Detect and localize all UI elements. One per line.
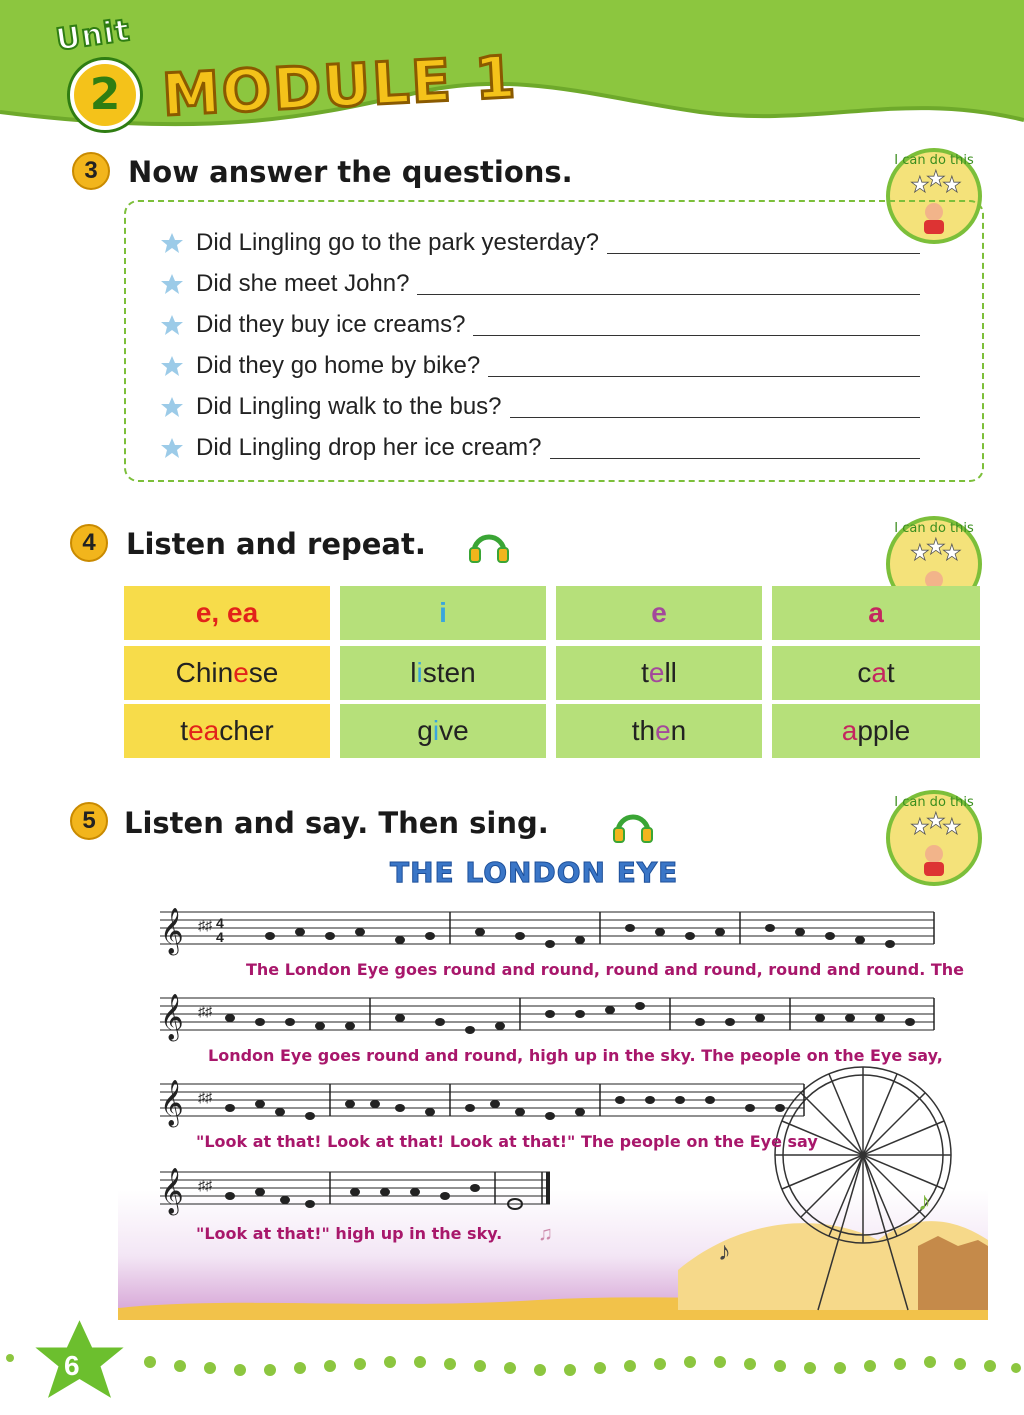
badge-text: I can do this [894,153,974,168]
headphones-icon[interactable] [612,808,654,844]
star-bullet-icon [160,355,184,377]
music-staff-1 [150,900,940,960]
answer-line[interactable] [488,376,920,377]
question-row-3 [160,304,920,340]
svg-text:♪: ♪ [718,1236,731,1266]
phonics-word: teacher [124,704,330,758]
svg-text:♯♯: ♯♯ [198,1177,212,1193]
unit-label: Unit [53,12,133,59]
svg-text:★: ★ [926,166,946,191]
phonics-table [124,586,980,760]
answer-line[interactable] [417,294,920,295]
svg-text:★: ★ [942,540,962,565]
question-text: Did she meet John? [196,270,410,297]
star-bullet-icon [160,232,184,254]
lyric-line-2: London Eye goes round and round, high up in the sky. The people on the Eye say, [208,1046,943,1065]
unit-number: 2 [70,60,140,130]
lyric-line-3: "Look at that! Look at that! Look at that!" The people on the Eye say [196,1132,818,1151]
phonics-word: listen [340,646,546,700]
question-text: Did Lingling walk to the bus? [196,393,502,420]
song-title: THE LONDON EYE [390,856,679,889]
star-bullet-icon [160,273,184,295]
svg-text:♯♯: ♯♯ [198,1003,212,1019]
answer-line[interactable] [607,253,920,254]
phonics-word: Chinese [124,646,330,700]
question-text: Did they go home by bike? [196,352,481,379]
page-number: 6 [64,1350,80,1381]
lyric-line-4: "Look at that!" high up in the sky. [196,1224,503,1243]
svg-text:★: ★ [910,172,930,197]
phonics-head: e [556,586,762,640]
phonics-word: then [556,704,762,758]
svg-text:★: ★ [910,814,930,839]
svg-text:♯♯: ♯♯ [198,1089,212,1105]
question-text: Did Lingling go to the park yesterday? [196,229,599,256]
svg-text:★: ★ [926,534,946,559]
svg-text:𝄞: 𝄞 [160,909,184,953]
section-4-number: 4 [70,524,108,562]
question-row-1 [160,222,920,258]
badge-text: I can do this [894,521,974,536]
can-do-badge-3 [880,782,988,890]
module-title: MODULE 1 [160,42,519,130]
question-text: Did they buy ice creams? [196,311,466,338]
section-3-title: Now answer the questions. [128,155,573,189]
section-5-number: 5 [70,802,108,840]
phonics-head: i [340,586,546,640]
svg-text:★: ★ [942,172,962,197]
music-staff-3 [150,1072,810,1132]
svg-text:𝄞: 𝄞 [160,995,184,1039]
svg-text:4: 4 [216,929,224,945]
phonics-head: a [772,586,980,640]
badge-text: I can do this [894,795,974,810]
answer-line[interactable] [473,335,920,336]
answer-line[interactable] [550,458,920,459]
lyric-line-1: The London Eye goes round and round, round and round, round and round. The [246,960,965,979]
page-header [0,0,1024,150]
section-5-title: Listen and say. Then sing. [124,806,549,840]
music-staff-2 [150,986,940,1046]
phonics-head: e, ea [124,586,330,640]
answer-line[interactable] [510,417,920,418]
question-row-5 [160,386,920,422]
svg-text:𝄞: 𝄞 [160,1169,184,1213]
star-bullet-icon [160,437,184,459]
section-4-title: Listen and repeat. [126,527,426,561]
question-row-4 [160,345,920,381]
star-bullet-icon [160,396,184,418]
svg-text:4: 4 [216,915,224,931]
svg-text:♪: ♪ [918,1186,931,1216]
question-row-6 [160,427,920,463]
page-footer-decoration [0,1310,1024,1415]
svg-text:★: ★ [942,814,962,839]
svg-text:𝄞: 𝄞 [160,1081,184,1125]
phonics-word: cat [772,646,980,700]
headphones-icon[interactable] [468,528,510,564]
star-bullet-icon [160,314,184,336]
question-text: Did Lingling drop her ice cream? [196,434,542,461]
music-staff-4 [150,1160,560,1220]
phonics-word: apple [772,704,980,758]
section-3-number: 3 [72,152,110,190]
phonics-word: give [340,704,546,758]
svg-text:★: ★ [926,808,946,833]
svg-text:♯♯: ♯♯ [198,917,212,933]
svg-text:★: ★ [910,540,930,565]
svg-text:♫: ♫ [538,1223,553,1245]
question-row-2 [160,263,920,299]
phonics-word: tell [556,646,762,700]
